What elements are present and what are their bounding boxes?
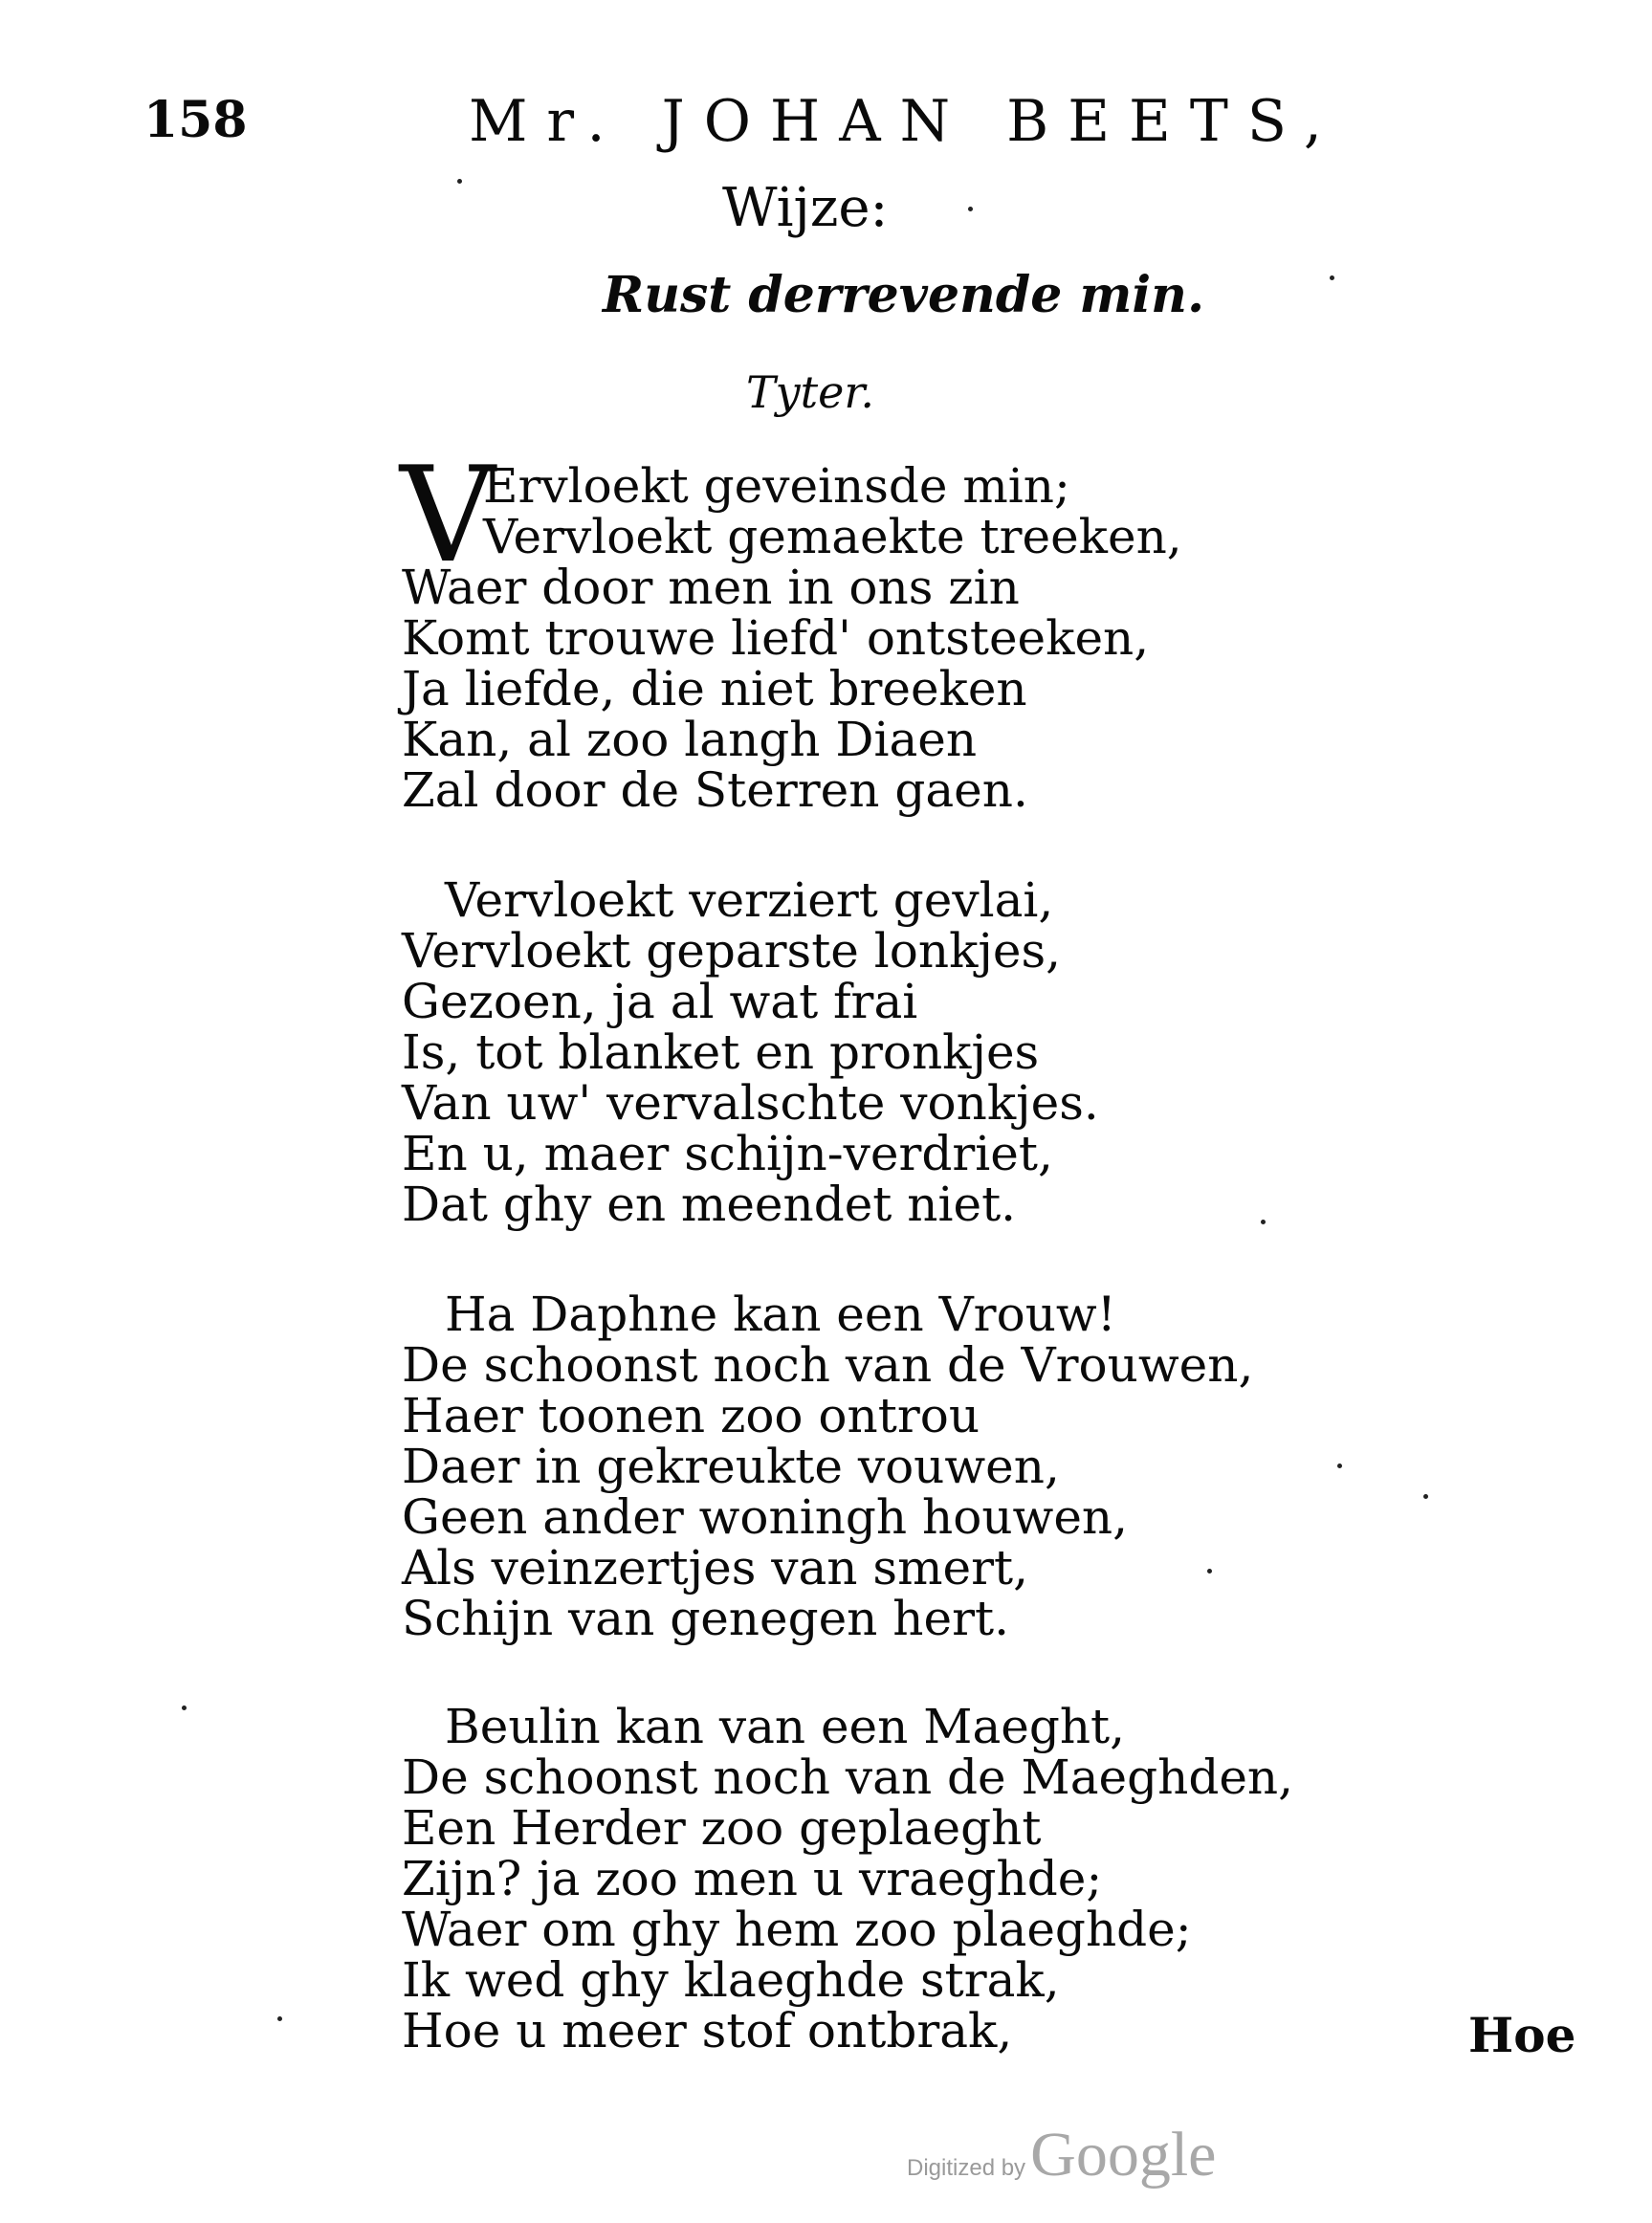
poem-line: Geen ander woningh houwen, bbox=[402, 1489, 1129, 1545]
speaker-name: Tyter. bbox=[746, 366, 874, 418]
poem-line: Haer toonen zoo ontrou bbox=[402, 1388, 980, 1443]
poem-line: Van uw' vervalschte vonkjes. bbox=[402, 1075, 1099, 1131]
poem-line: Dat ghy en meendet niet. bbox=[402, 1177, 1017, 1232]
tune-label: Wijze: bbox=[722, 177, 889, 239]
stanza-1 bbox=[402, 458, 1263, 818]
poem-line: Zal door de Sterren gaen. bbox=[402, 762, 1028, 818]
poem-line: Ervloekt geveinsde min; bbox=[483, 458, 1070, 514]
scan-speck bbox=[277, 2016, 282, 2021]
poem-line: Kan, al zoo langh Diaen bbox=[402, 712, 978, 767]
watermark-small-text: Digitized by bbox=[907, 2155, 1026, 2181]
page-number: 158 bbox=[143, 91, 248, 149]
running-head: Mr. JOHAN BEETS, bbox=[469, 88, 1341, 155]
scan-speck bbox=[1423, 1494, 1428, 1499]
poem-line: Gezoen, ja al wat frai bbox=[402, 974, 918, 1029]
poem-line: Een Herder zoo geplaeght bbox=[402, 1800, 1042, 1856]
stanza-4 bbox=[402, 1699, 1294, 2058]
poem-line: Waer om ghy hem zoo plaeghde; bbox=[402, 1902, 1192, 1957]
tune-title: Rust derrevende min. bbox=[603, 266, 1205, 324]
poem-line: Zijn? ja zoo men u vraeghde; bbox=[402, 1851, 1103, 1906]
poem-line: En u, maer schijn-verdriet, bbox=[402, 1126, 1053, 1181]
poem-line: Ik wed ghy klaeghde strak, bbox=[402, 1952, 1060, 2008]
scan-speck bbox=[182, 1706, 187, 1710]
poem-line: Vervloekt gemaekte treeken, bbox=[483, 509, 1182, 564]
catchword: Hoe bbox=[1468, 2007, 1576, 2063]
poem-line: Waer door men in ons zin bbox=[402, 560, 1020, 615]
poem-line: Komt trouwe liefd' ontsteeken, bbox=[402, 610, 1150, 666]
poem-line: Hoe u meer stof ontbrak, bbox=[402, 2003, 1013, 2058]
google-watermark bbox=[907, 2119, 1216, 2191]
poem-line: Daer in gekreukte vouwen, bbox=[402, 1439, 1060, 1494]
drop-cap: V bbox=[400, 438, 496, 592]
poem-line: Vervloekt verziert gevlai, bbox=[445, 872, 1054, 928]
scan-speck bbox=[1207, 1569, 1212, 1574]
poem-line: Als veinzertjes van smert, bbox=[402, 1540, 1028, 1596]
scan-speck bbox=[457, 179, 462, 184]
poem-line: Beulin kan van een Maeght, bbox=[445, 1699, 1126, 1754]
stanza-3 bbox=[402, 1289, 1263, 1644]
poem-line: Ja liefde, die niet breeken bbox=[402, 661, 1027, 716]
scan-speck bbox=[1337, 1464, 1342, 1468]
poem-line: Is, tot blanket en pronkjes bbox=[402, 1024, 1040, 1080]
stanza-2 bbox=[402, 872, 1263, 1232]
poem-line: Ha Daphne kan een Vrouw! bbox=[445, 1287, 1116, 1342]
watermark-logo-text: Google bbox=[1030, 2120, 1217, 2190]
poem-line: Schijn van genegen hert. bbox=[402, 1591, 1009, 1646]
poem-line: De schoonst noch van de Vrouwen, bbox=[402, 1337, 1254, 1393]
scan-speck bbox=[1330, 275, 1334, 280]
scan-speck bbox=[968, 207, 973, 211]
poem-line: De schoonst noch van de Maeghden, bbox=[402, 1750, 1294, 1805]
scan-speck bbox=[1261, 1220, 1266, 1224]
poem-line: Vervloekt geparste lonkjes, bbox=[402, 923, 1062, 979]
